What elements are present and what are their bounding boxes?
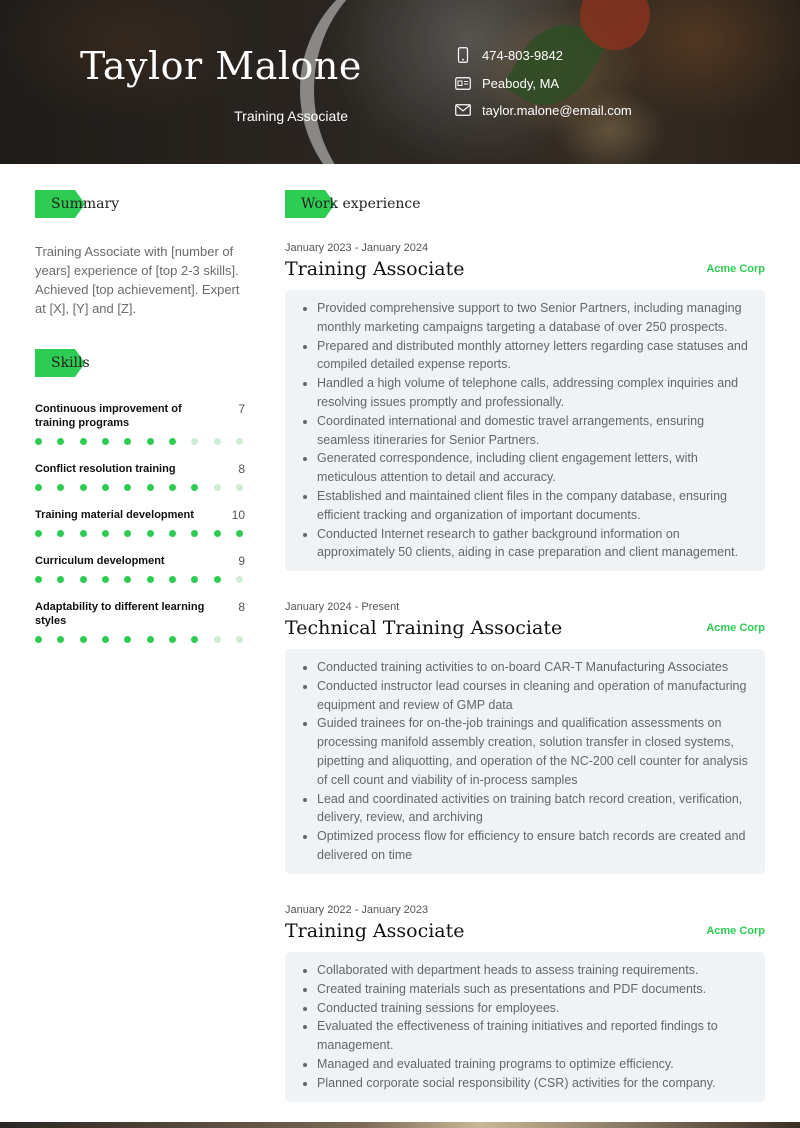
skill-score: 8 <box>238 462 245 476</box>
rating-dot-filled <box>191 636 198 643</box>
rating-dot-filled <box>147 530 154 537</box>
envelope-icon <box>455 102 471 118</box>
job-bullets <box>317 961 749 1093</box>
rating-dot-filled <box>80 484 87 491</box>
rating-dot-empty <box>191 438 198 445</box>
rating-dot-filled <box>80 636 87 643</box>
rating-dot-filled <box>147 438 154 445</box>
job-bullet: • Coordinated international and domestic travel arrangements, ensuring seamless itineraries for Senior Partners. <box>317 412 749 450</box>
job-company: Acme Corp <box>706 263 765 275</box>
skill-item <box>35 554 245 583</box>
skill-rating-dots <box>35 636 243 643</box>
job-bullet: • Evaluated the effectiveness of training initiatives and reported findings to management. <box>317 1017 749 1055</box>
job-entry <box>285 904 765 1102</box>
rating-dot-filled <box>80 576 87 583</box>
rating-dot-filled <box>102 636 109 643</box>
rating-dot-filled <box>102 438 109 445</box>
rating-dot-filled <box>169 484 176 491</box>
work-heading: Work experience <box>301 196 421 212</box>
job-bullets <box>317 658 749 865</box>
rating-dot-filled <box>147 484 154 491</box>
rating-dot-empty <box>236 438 243 445</box>
contact-email-text[interactable]: taylor.malone@email.com <box>482 102 632 118</box>
rating-dot-filled <box>214 530 221 537</box>
rating-dot-filled <box>80 530 87 537</box>
skills-heading: Skills <box>51 355 90 371</box>
rating-dot-filled <box>124 636 131 643</box>
job-title: Training Associate <box>285 258 465 280</box>
job-entry <box>285 601 765 874</box>
job-bullet: • Conducted training sessions for employees. <box>317 999 749 1018</box>
rating-dot-filled <box>169 438 176 445</box>
job-description-box <box>285 952 765 1102</box>
rating-dot-filled <box>169 576 176 583</box>
job-company: Acme Corp <box>706 622 765 634</box>
id-card-icon <box>455 75 471 91</box>
skill-name: Conflict resolution training <box>35 463 176 475</box>
summary-heading-tag <box>35 190 119 218</box>
job-bullet: • Guided trainees for on-the-job trainings and qualification assessments on processing manifold assembly creation, solution transfer in closed systems, pipetting and aliquotting, and operation of the NC-200 cell counter for analysis of cell count and viability of in-process samples <box>317 714 749 789</box>
job-bullet: • Established and maintained client files in the company database, ensuring efficient tracking and organization of important documents. <box>317 487 749 525</box>
skill-score: 10 <box>231 508 245 522</box>
footer-photo-strip <box>0 1122 800 1128</box>
job-dates: January 2022 - January 2023 <box>285 904 429 916</box>
contact-email[interactable] <box>455 102 632 118</box>
job-bullet: • Conducted instructor lead courses in cleaning and operation of manufacturing equipment and review of GMP data <box>317 677 749 715</box>
job-bullet: • Handled a high volume of telephone calls, addressing complex inquiries and resolving issues promptly and professionally. <box>317 374 749 412</box>
contact-location-text: Peabody, MA <box>482 75 560 91</box>
skill-name: Training material development <box>35 509 194 521</box>
rating-dot-filled <box>35 438 42 445</box>
job-description-box <box>285 649 765 874</box>
rating-dot-empty <box>214 636 221 643</box>
rating-dot-filled <box>147 636 154 643</box>
rating-dot-filled <box>35 636 42 643</box>
skill-name: Continuous improvement of training programs <box>35 403 182 429</box>
job-bullet: • Provided comprehensive support to two Senior Partners, including managing monthly marketing campaigns targeting a database of over 250 prospects. <box>317 299 749 337</box>
phone-icon <box>455 47 471 63</box>
rating-dot-filled <box>191 484 198 491</box>
skill-item <box>35 462 245 491</box>
rating-dot-filled <box>57 530 64 537</box>
job-title: Training Associate <box>285 920 465 942</box>
skill-rating-dots <box>35 530 243 537</box>
rating-dot-filled <box>102 576 109 583</box>
job-bullets <box>317 299 749 562</box>
rating-dot-filled <box>214 576 221 583</box>
skill-item <box>35 508 245 537</box>
rating-dot-filled <box>35 484 42 491</box>
rating-dot-empty <box>214 484 221 491</box>
rating-dot-filled <box>57 636 64 643</box>
job-bullet: • Collaborated with department heads to assess training requirements. <box>317 961 749 980</box>
rating-dot-filled <box>191 576 198 583</box>
contact-phone-text: 474-803-9842 <box>482 47 563 63</box>
contact-location <box>455 75 559 91</box>
skill-score: 8 <box>238 600 245 614</box>
rating-dot-empty <box>236 484 243 491</box>
skill-score: 9 <box>238 554 245 568</box>
skill-rating-dots <box>35 576 243 583</box>
job-bullet: • Conducted training activities to on-board CAR-T Manufacturing Associates <box>317 658 749 677</box>
header-banner <box>0 0 800 164</box>
summary-text: Training Associate with [number of years] experience of [top 2-3 skills]. Achieved [top achievement]. Expert at [X], [Y] and [Z]. <box>35 244 240 316</box>
job-company: Acme Corp <box>706 925 765 937</box>
job-dates: January 2024 - Present <box>285 601 400 613</box>
rating-dot-filled <box>80 438 87 445</box>
rating-dot-filled <box>169 636 176 643</box>
job-bullet: • Generated correspondence, including client engagement letters, with meticulous attention to detail and accuracy. <box>317 449 749 487</box>
rating-dot-filled <box>102 530 109 537</box>
contact-phone <box>455 47 563 63</box>
summary-heading: Summary <box>51 196 120 212</box>
skills-heading-tag <box>35 349 90 377</box>
skill-item <box>35 600 245 643</box>
rating-dot-filled <box>57 576 64 583</box>
rating-dot-empty <box>236 576 243 583</box>
rating-dot-filled <box>35 576 42 583</box>
job-bullet: • Optimized process flow for efficiency to ensure batch records are created and delivered on time <box>317 827 749 865</box>
candidate-name: Taylor Malone <box>80 44 362 88</box>
job-bullet: • Conducted Internet research to gather background information on approximately 50 clients, aiding in case preparation and client management. <box>317 525 749 563</box>
job-bullet: • Prepared and distributed monthly attorney letters regarding case statuses and compiled detailed expense reports. <box>317 337 749 375</box>
rating-dot-empty <box>214 438 221 445</box>
skill-score: 7 <box>238 402 245 416</box>
job-title: Technical Training Associate <box>285 617 563 639</box>
rating-dot-filled <box>57 484 64 491</box>
rating-dot-filled <box>35 530 42 537</box>
candidate-role: Training Associate <box>234 108 348 124</box>
rating-dot-filled <box>147 576 154 583</box>
rating-dot-filled <box>236 530 243 537</box>
rating-dot-filled <box>57 438 64 445</box>
job-description-box <box>285 290 765 571</box>
skill-name: Curriculum development <box>35 555 165 567</box>
rating-dot-filled <box>191 530 198 537</box>
job-entry <box>285 242 765 571</box>
job-bullet: • Planned corporate social responsibility (CSR) activities for the company. <box>317 1074 749 1093</box>
skill-rating-dots <box>35 484 243 491</box>
rating-dot-filled <box>124 576 131 583</box>
job-bullet: • Managed and evaluated training programs to optimize efficiency. <box>317 1055 749 1074</box>
skill-item <box>35 402 245 445</box>
job-bullet: • Lead and coordinated activities on training batch record creation, verification, delivery, review, and archiving <box>317 790 749 828</box>
rating-dot-filled <box>102 484 109 491</box>
rating-dot-filled <box>124 530 131 537</box>
rating-dot-empty <box>236 636 243 643</box>
rating-dot-filled <box>124 438 131 445</box>
skill-name: Adaptability to different learning styles <box>35 601 205 627</box>
skill-rating-dots <box>35 438 243 445</box>
rating-dot-filled <box>169 530 176 537</box>
work-heading-tag <box>285 190 421 218</box>
job-bullet: • Created training materials such as presentations and PDF documents. <box>317 980 749 999</box>
rating-dot-filled <box>124 484 131 491</box>
job-dates: January 2023 - January 2024 <box>285 242 429 254</box>
